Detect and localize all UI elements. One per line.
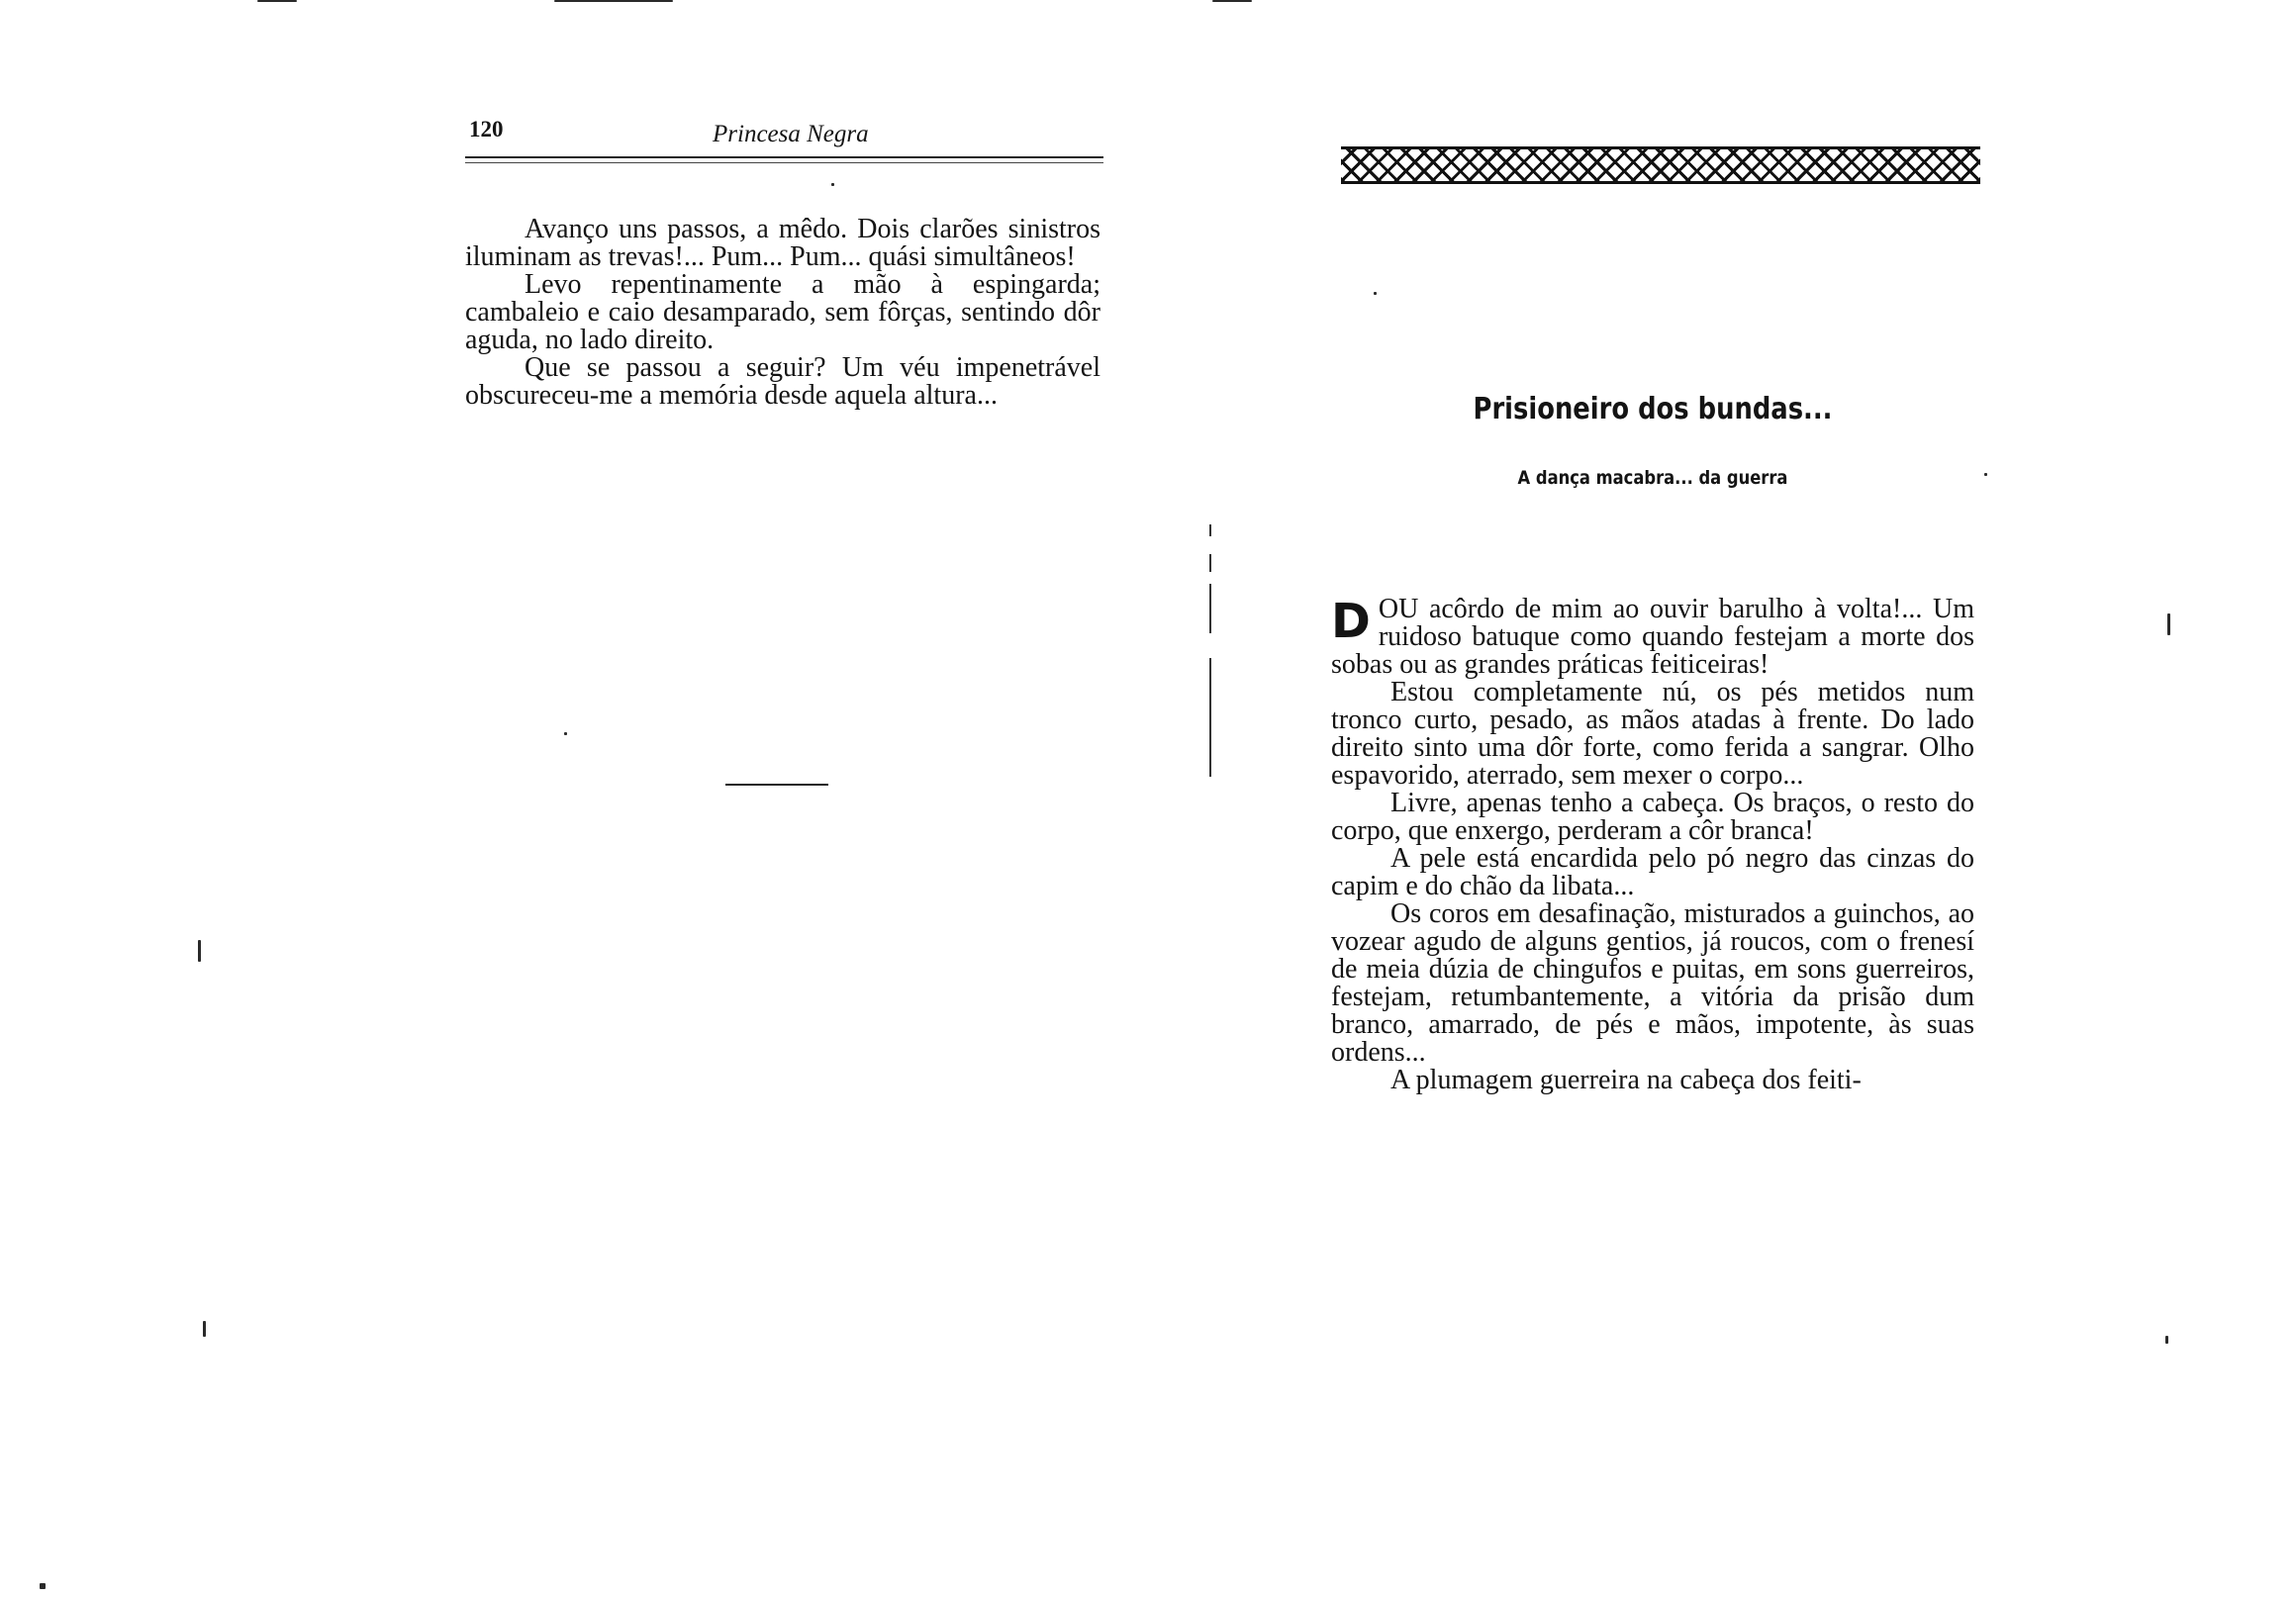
scan-speck <box>198 940 201 962</box>
paragraph: Avanço uns passos, a mêdo. Dois clarões sinistros iluminam as trevas!... Pum... Pum... quási simultâneos! <box>465 214 1100 272</box>
chapter-subtitle: A dança macabra... da guerra <box>1517 467 1788 489</box>
scan-speck <box>2165 1336 2168 1344</box>
right-page <box>1321 109 1984 1494</box>
chapter-end-rule <box>725 784 828 786</box>
scan-speck <box>40 1583 46 1589</box>
gutter-mark <box>1209 524 1211 536</box>
gutter-mark <box>1209 658 1211 777</box>
page-number: 120 <box>469 117 504 141</box>
paragraph: Livre, apenas tenho a cabeça. Os braços, o resto do corpo, que enxergo, perderam a côr branca! <box>1331 788 1974 846</box>
left-body-text <box>465 216 1100 410</box>
drop-cap: D <box>1331 594 1371 649</box>
ornamental-header-band <box>1341 146 1980 184</box>
header-rule <box>465 156 1103 158</box>
right-body-text <box>1331 596 1974 1094</box>
scan-speck <box>1984 473 1987 476</box>
running-head <box>465 109 1103 150</box>
chapter-title: Prisioneiro dos bundas... <box>1473 392 1833 426</box>
paragraph: Os coros em desafinação, misturados a guinchos, ao vozear agudo de alguns gentios, já roucos, com o frenesí de meia dúzia de chingufos e puitas, em sons guerreiros, festejam, retumbantemente, a vitória da prisão dum branco, amarrado, de pés e mãos, impotente, às suas ordens... <box>1331 898 1974 1068</box>
scan-speck <box>554 0 673 2</box>
paragraph: Que se passou a seguir? Um véu impenetrável obscureceu-me a memória desde aquela altura... <box>465 352 1100 411</box>
scan-speck <box>831 183 834 186</box>
running-title: Princesa Negra <box>713 121 869 147</box>
paragraph: Estou completamente nú, os pés metidos num tronco curto, pesado, as mãos atadas à frente. Do lado direito sinto uma dôr forte, como ferida a sangrar. Olho espavorido, aterrado, sem mexer o corpo... <box>1331 677 1974 791</box>
opening-paragraph <box>1331 596 1974 679</box>
left-page <box>465 109 1103 1494</box>
gutter-mark <box>1209 584 1211 633</box>
paragraph: A pele está encardida pelo pó negro das cinzas do capim e do chão da libata... <box>1331 843 1974 901</box>
scan-speck <box>564 732 567 735</box>
scan-speck <box>2167 613 2170 635</box>
scan-speck <box>257 0 297 2</box>
scan-speck <box>1374 292 1377 295</box>
paragraph: A plumagem guerreira na cabeça dos feiti- <box>1390 1065 1862 1095</box>
scan-speck <box>203 1321 206 1337</box>
paragraph: Levo repentinamente a mão à espingarda; cambaleio e caio desamparado, sem fôrças, sentindo dôr aguda, no lado direito. <box>465 269 1100 355</box>
header-rule-thin <box>465 162 1103 163</box>
scan-speck <box>1212 0 1252 2</box>
opening-paragraph-text: OU acôrdo de mim ao ouvir barulho à volta!... Um ruidoso batuque como quando festejam a morte dos sobas ou as grandes práticas feiticeiras! <box>1331 594 1974 680</box>
gutter-mark <box>1209 554 1211 572</box>
